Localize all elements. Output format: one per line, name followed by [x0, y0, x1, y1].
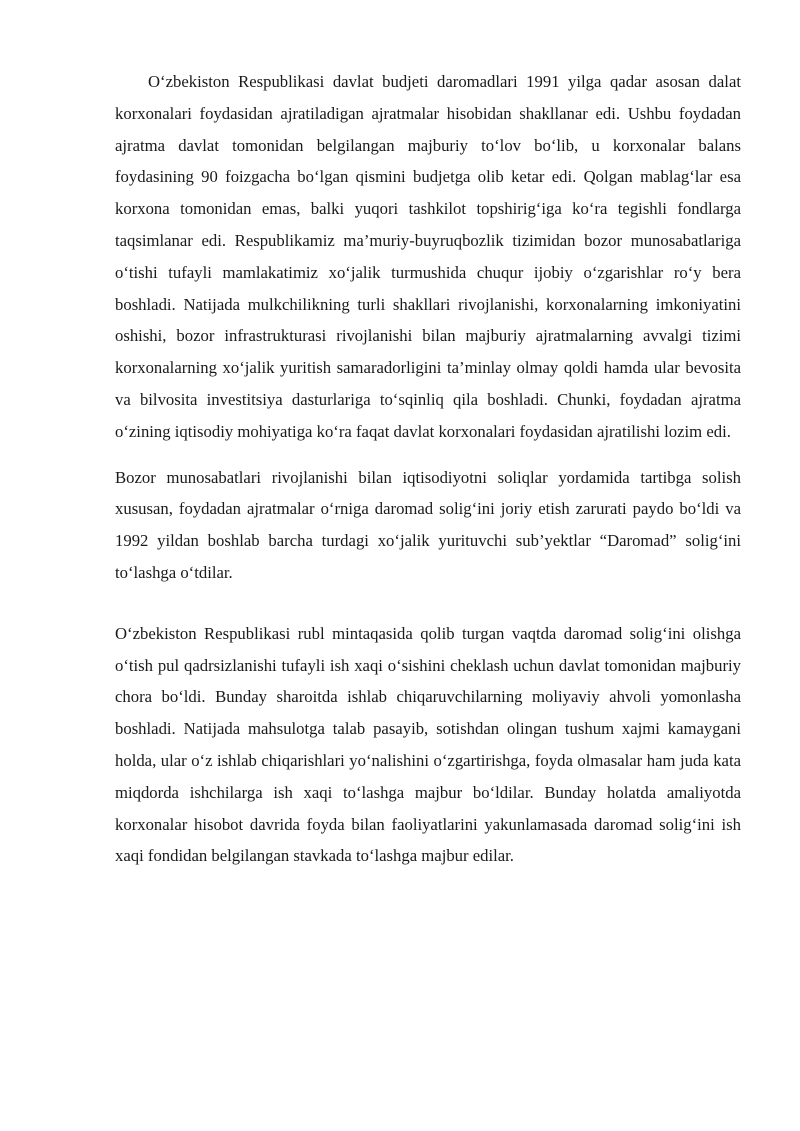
paragraph-1: O‘zbekiston Respublikasi davlat budjeti daromadlari 1991 yilga qadar asosan dalat korxonalari foydasidan ajratiladigan ajratmalar hisobidan shakllanar edi. Ushbu foydadan ajratma davlat tomonidan belgilangan majburiy to‘lov bo‘lib, u korxonalar balans foydasining 90 foizgacha bo‘lgan qismini budjetga olib ketar edi. Qolgan mablag‘lar esa korxona tomonidan emas, balki yuqori tashkilot topshirig‘iga ko‘ra tegishli fondlarga taqsimlanar edi. Respublikamiz ma’muriy-buyruqbozlik tizimidan bozor munosabatlariga o‘tishi tufayli mamlakatimiz xo‘jalik turmushida chuqur ijobiy o‘zgarishlar ro‘y bera boshladi. Natijada mulkchilikning turli shakllari rivojlanishi, korxonalarning imkoniyatini oshishi, bozor infrastrukturasi rivojlanishi bilan majburiy ajratmalarning avvalgi tizimi korxonalarning xo‘jalik yuritish samaradorligini ta’minlay olmay qoldi hamda ular bevosita va bilvosita investitsiya dasturlariga to‘sqinliq qila boshladi. Chunki, foydadan ajratma o‘zining iqtisodiy mohiyatiga ko‘ra faqat davlat korxonalari foydasidan ajratilishi lozim edi. — [115, 72, 741, 441]
document-page — [115, 66, 741, 872]
paragraph-2: Bozor munosabatlari rivojlanishi bilan iqtisodiyotni soliqlar yordamida tartibga solish xususan, foydadan ajratmalar o‘rniga daromad solig‘ini joriy etish zarurati paydo bo‘ldi va 1992 yildan boshlab barcha turdagi xo‘jalik yurituvchi sub’yektlar “Daromad” solig‘ini to‘lashga o‘tdilar. — [115, 467, 741, 582]
paragraph-3: O‘zbekiston Respublikasi rubl mintaqasida qolib turgan vaqtda daromad solig‘ini olishga o‘tish pul qadrsizlanishi tufayli ish xaqi o‘sishini cheklash uchun davlat tomonidan majburiy chora bo‘ldi. Bunday sharoitda ishlab chiqaruvchilarning moliyaviy ahvoli yomonlasha boshladi. Natijada mahsulotga talab pasayib, sotishdan olingan tushum xajmi kamaygani holda, ular o‘z ishlab chiqarishlari yo‘nalishini o‘zgartirishga, foyda olmasalar ham juda kata miqdorda ishchilarga ish xaqi to‘lashga majbur bo‘ldilar. Bunday holatda amaliyotda korxonalar hisobot davrida foyda bilan faoliyatlarini yakunlamasada daromad solig‘ini ish xaqi fondidan belgilangan stavkada to‘lashga majbur edilar. — [115, 623, 741, 866]
